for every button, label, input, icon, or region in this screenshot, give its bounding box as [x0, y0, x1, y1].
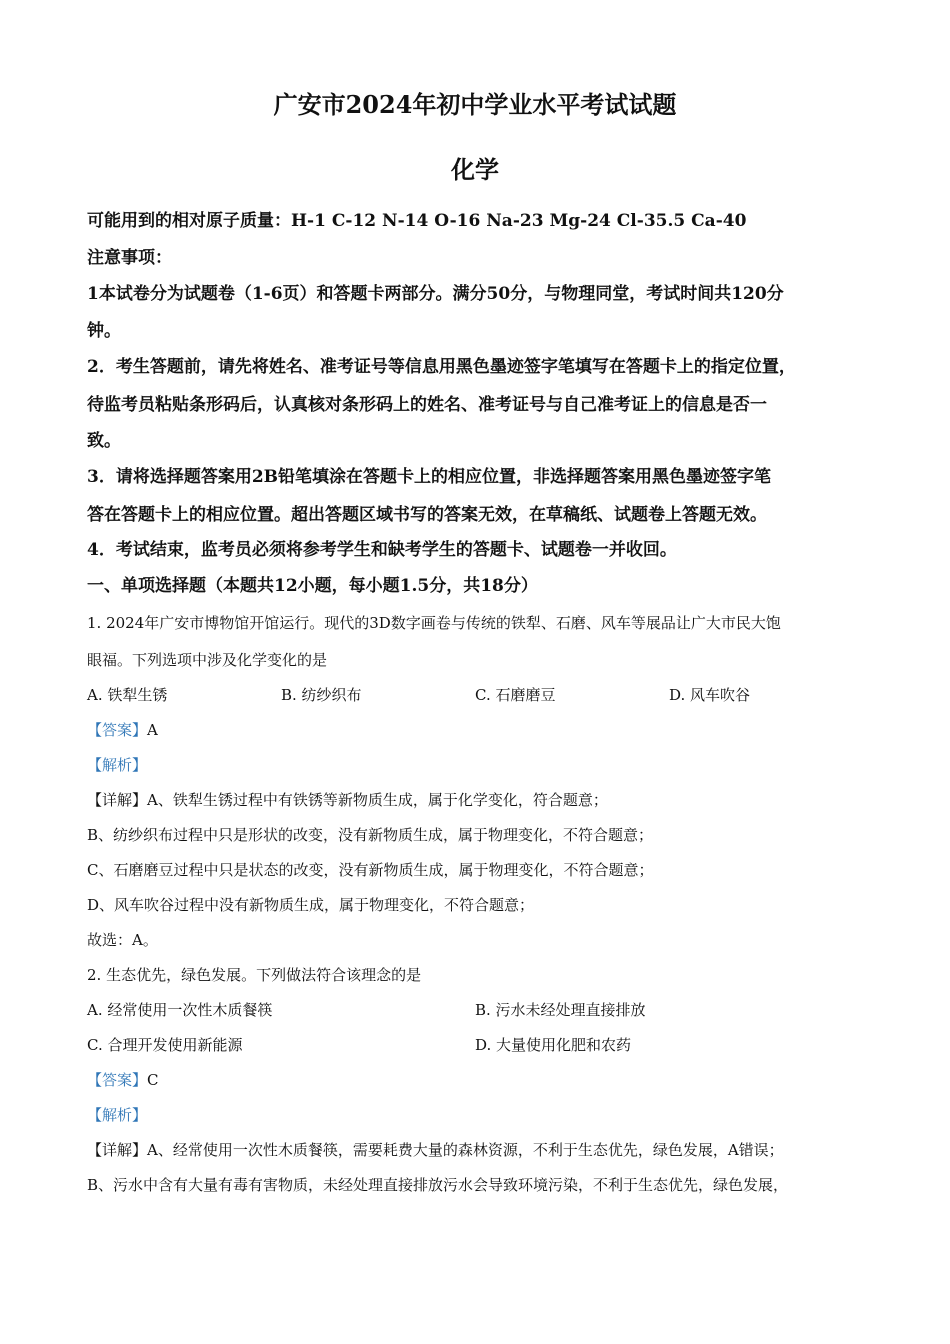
- answer-tag: 【答案】: [87, 1071, 148, 1089]
- q1-detail: [87, 789, 608, 811]
- q1-option-a: A. 铁犁生锈: [87, 686, 168, 704]
- note-line: 2．考生答题前，请先将姓名、准考证号等信息用黑色墨迹签字笔填写在答题卡上的指定位置，: [87, 357, 796, 377]
- note-line: 致。: [87, 431, 121, 451]
- q2-stem: 2. 生态优先，绿色发展。下列做法符合该理念的是: [87, 966, 422, 984]
- q2-option-a: A. 经常使用一次性木质餐筷: [87, 1001, 273, 1019]
- answer-value: C: [147, 1071, 159, 1089]
- q2-answer: [87, 1069, 159, 1091]
- note-line: 钟。: [87, 321, 121, 341]
- note-line: 4．考试结束，监考员必须将参考学生和缺考学生的答题卡、试题卷一并收回。: [87, 540, 677, 560]
- q1-analysis-tag: 【解析】: [87, 756, 148, 774]
- detail-tag: 【详解】: [87, 791, 148, 809]
- answer-tag: 【答案】: [87, 721, 148, 739]
- q1-conclusion: 故选：A。: [87, 931, 158, 949]
- detail-text: A、经常使用一次性木质餐筷，需要耗费大量的森林资源，不利于生态优先，绿色发展，A错误；: [147, 1141, 784, 1159]
- q1-stem-line: 眼福。下列选项中涉及化学变化的是: [87, 651, 328, 669]
- note-line: 3．请将选择题答案用2B铅笔填涂在答题卡上的相应位置，非选择题答案用黑色墨迹签字笔: [87, 467, 772, 487]
- page-title: 广安市2024年初中学业水平考试试题: [273, 90, 677, 119]
- q1-answer: [87, 719, 158, 741]
- detail-text: A、铁犁生锈过程中有铁锈等新物质生成，属于化学变化，符合题意；: [147, 791, 608, 809]
- detail-tag: 【详解】: [87, 1141, 148, 1159]
- q2-option-c: C. 合理开发使用新能源: [87, 1036, 243, 1054]
- q1-option-d: D. 风车吹谷: [669, 686, 751, 704]
- note-line: 待监考员粘贴条形码后，认真核对条形码上的姓名、准考证号与自己准考证上的信息是否一: [87, 395, 767, 415]
- subject-title: 化学: [451, 155, 499, 184]
- q2-option-d: D. 大量使用化肥和农药: [475, 1036, 632, 1054]
- note-line: 答在答题卡上的相应位置。超出答题区域书写的答案无效，在草稿纸、试题卷上答题无效。: [87, 505, 767, 525]
- q2-detail-line: B、污水中含有大量有毒有害物质，未经处理直接排放污水会导致环境污染，不利于生态优先，绿色发展，: [87, 1176, 789, 1194]
- q1-option-c: C. 石磨磨豆: [475, 686, 556, 704]
- section-heading: 一、单项选择题（本题共12小题，每小题1.5分，共18分）: [87, 576, 538, 596]
- q1-detail-line: C、石磨磨豆过程中只是状态的改变，没有新物质生成，属于物理变化，不符合题意；: [87, 861, 654, 879]
- q2-detail: [87, 1139, 784, 1161]
- atomic-masses: 可能用到的相对原子质量：H-1 C-12 N-14 O-16 Na-23 Mg-24 Cl-35.5 Ca-40: [87, 211, 747, 231]
- q1-detail-line: B、纺纱织布过程中只是形状的改变，没有新物质生成，属于物理变化，不符合题意；: [87, 826, 654, 844]
- q1-option-b: B. 纺纱织布: [281, 686, 362, 704]
- note-line: 1本试卷分为试题卷（1-6页）和答题卡两部分。满分50分，与物理同堂，考试时间共120分: [87, 284, 784, 304]
- notice-heading: 注意事项：: [87, 248, 172, 268]
- q2-analysis-tag: 【解析】: [87, 1106, 148, 1124]
- q1-stem-line: 1. 2024年广安市博物馆开馆运行。现代的3D数字画卷与传统的铁犁、石磨、风车等展品让广大市民大饱: [87, 614, 781, 632]
- q2-option-b: B. 污水未经处理直接排放: [475, 1001, 646, 1019]
- q1-detail-line: D、风车吹谷过程中没有新物质生成，属于物理变化，不符合题意；: [87, 896, 535, 914]
- answer-value: A: [147, 721, 158, 739]
